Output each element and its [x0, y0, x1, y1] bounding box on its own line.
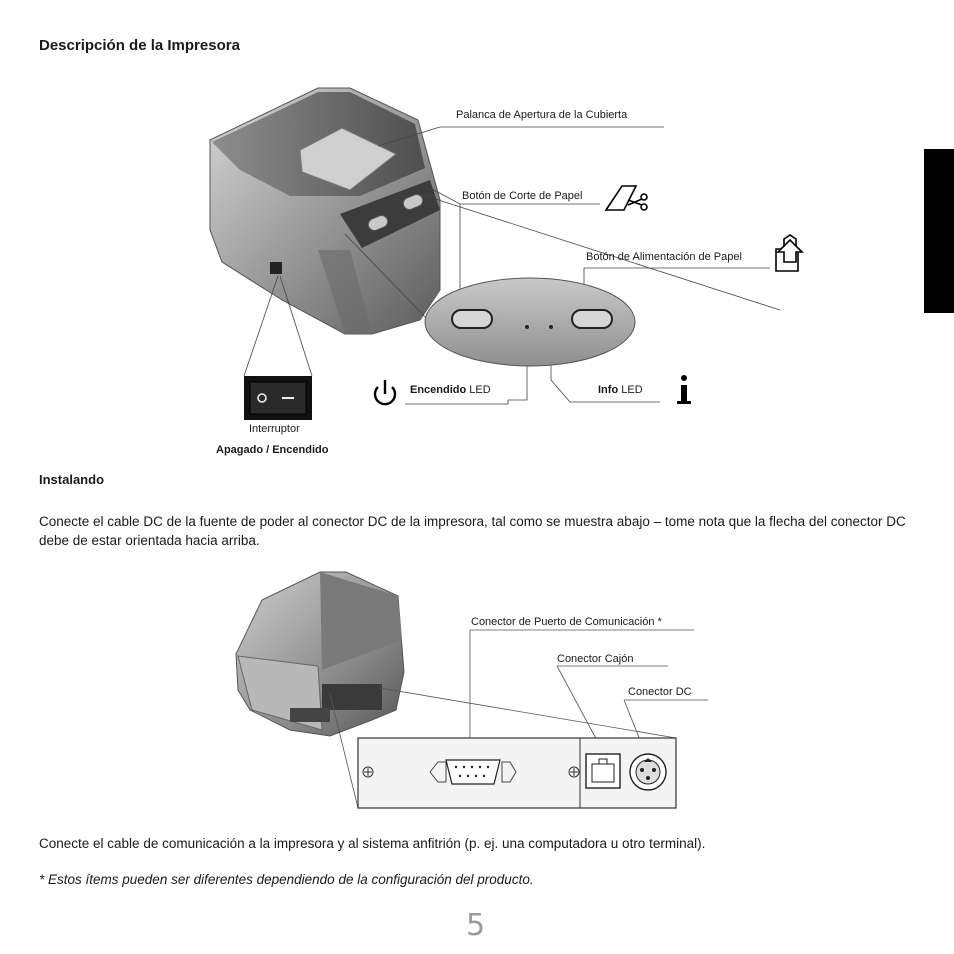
label-drawer-connector: Conector Cajón: [557, 653, 634, 665]
screw-icon: [363, 767, 373, 777]
page-number: 5: [466, 908, 486, 943]
footnote: * Estos ítems pueden ser diferentes dependiendo de la configuración del producto.: [39, 872, 534, 887]
install-paragraph: Conecte el cable DC de la fuente de poder al conector DC de la impresora, tal como se muestra abajo – tome nota que la flecha del conector DC debe de estar orientada hacia arriba.: [39, 514, 906, 548]
rj11-port-icon: [586, 754, 620, 788]
scissors-paper-icon: [606, 186, 647, 210]
power-switch-zoom: [244, 376, 312, 420]
label-power-led-suffix: LED: [469, 384, 491, 396]
paper-cut-button-zoom: [452, 310, 492, 328]
screw-icon-right: [569, 767, 579, 777]
label-power-led: [410, 384, 491, 396]
paper-feed-icon: [776, 235, 802, 271]
printer-rear-illustration: [0, 560, 954, 820]
paper-feed-button-zoom: [572, 310, 612, 328]
printer-front-illustration: [0, 0, 954, 470]
label-dc-connector: Conector DC: [628, 686, 692, 698]
info-icon: [677, 375, 691, 404]
label-switch-state: Apagado / Encendido: [216, 444, 329, 456]
label-paper-feed-button: Botón de Alimentación de Papel: [586, 251, 742, 263]
dc-jack-icon: [630, 754, 666, 790]
power-icon: [375, 380, 395, 404]
label-info-led: [598, 384, 643, 396]
label-com-port: Conector de Puerto de Comunicación *: [471, 616, 662, 628]
power-switch-small: [270, 262, 282, 274]
label-paper-cut-button: Botón de Corte de Papel: [462, 190, 583, 202]
printer-rear-body: [236, 572, 404, 736]
label-switch: Interruptor: [249, 423, 300, 435]
label-info-led-bold: Info: [598, 384, 619, 396]
button-panel-zoom: [425, 278, 635, 366]
page-title: Descripción de la Impresora: [39, 37, 240, 54]
label-power-led-bold: Encendido: [410, 384, 467, 396]
label-cover-lever: Palanca de Apertura de la Cubierta: [456, 109, 628, 121]
install-heading: Instalando: [39, 472, 105, 487]
label-info-led-suffix: LED: [621, 384, 643, 396]
connect-paragraph: Conecte el cable de comunicación a la impresora y al sistema anfitrión (p. ej. una computadora u otro terminal).: [39, 836, 706, 851]
rear-panel: [358, 738, 676, 808]
